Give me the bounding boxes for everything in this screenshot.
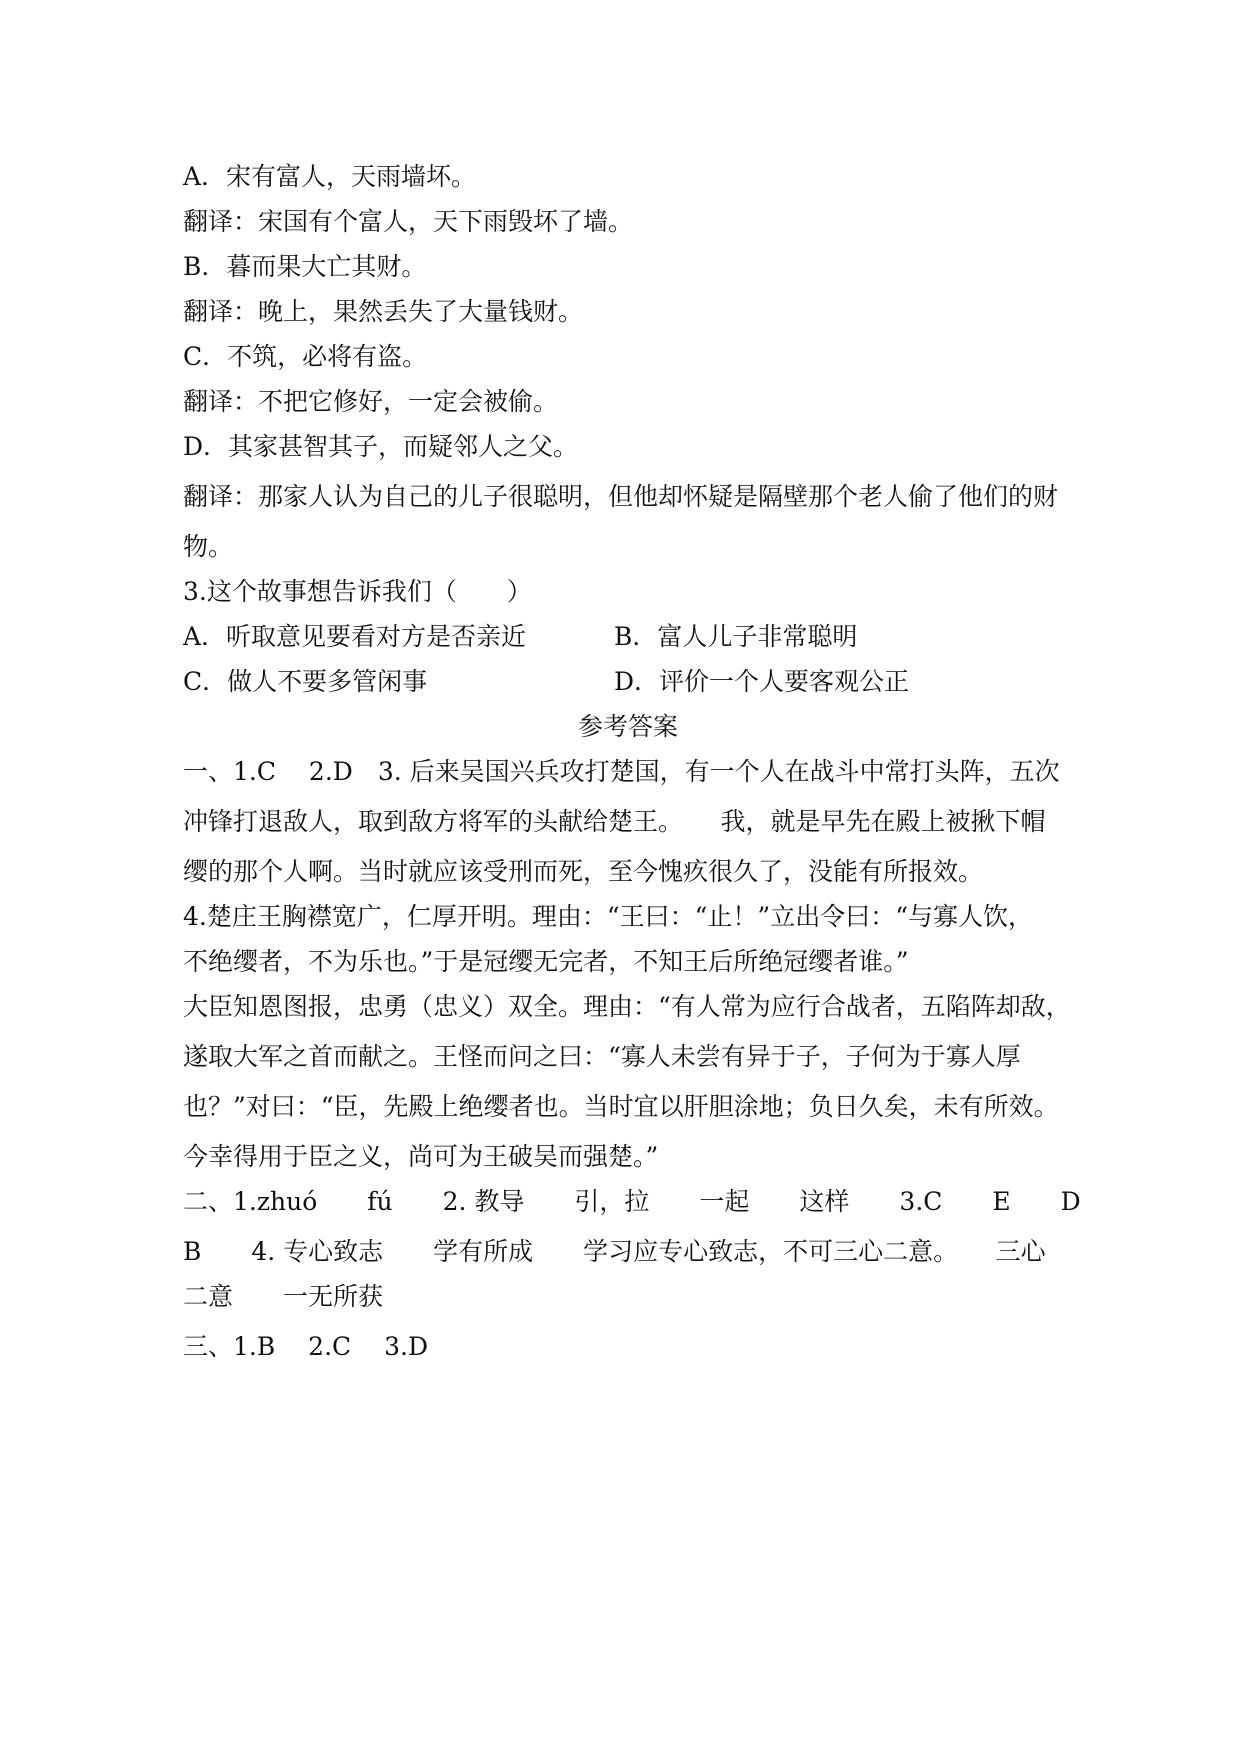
answers-section3-line1: 三、1.B 2.C 3.D [183, 1332, 428, 1361]
answers-section1-line8: 也？”对曰：“臣，先殿上绝缨者也。当时宜以肝胆涂地；负日久矣，未有所效。 [183, 1092, 1059, 1121]
q2-option-d-translation-line2: 物。 [183, 532, 234, 561]
q3-option-b: B．富人儿子非常聪明 [614, 622, 858, 651]
q2-option-a-sentence: A．宋有富人，天雨墙坏。 [183, 162, 477, 191]
answers-section1-line9: 今幸得用于臣之义，尚可为王破吴而强楚。” [183, 1142, 659, 1171]
answers-section2-line2: B 4. 专心致志 学有所成 学习应专心致志，不可三心二意。 三心 [183, 1237, 1046, 1266]
answers-section2-line3: 二意 一无所获 [183, 1282, 384, 1311]
answers-section1-line1: 一、1.C 2.D 3. 后来吴国兴兵攻打楚国，有一个人在战斗中常打头阵，五次 [183, 757, 1060, 786]
q2-option-d-translation-line1: 翻译：那家人认为自己的儿子很聪明，但他却怀疑是隔壁那个老人偷了他们的财 [183, 482, 1059, 511]
answers-section2-line1: 二、1.zhuó fú 2. 教导 引，拉 一起 这样 3.C E D [183, 1187, 1081, 1216]
q2-option-c-translation: 翻译：不把它修好，一定会被偷。 [183, 387, 559, 416]
q2-option-b-translation: 翻译：晚上，果然丢失了大量钱财。 [183, 297, 584, 326]
answers-section1-line7: 遂取大军之首而献之。王怪而问之曰：“寡人未尝有异于子，子何为于寡人厚 [183, 1042, 1021, 1071]
answers-section1-line5: 不绝缨者，不为乐也。”于是冠缨无完者，不知王后所绝冠缨者谁。” [183, 947, 909, 976]
q2-option-b-sentence: B．暮而果大亡其财。 [183, 252, 427, 281]
answers-title: 参考答案 [577, 712, 678, 741]
q2-option-d-sentence: D．其家甚智其子，而疑邻人之父。 [183, 432, 579, 461]
q3-option-c: C．做人不要多管闲事 [183, 667, 428, 696]
q2-option-a-translation: 翻译：宋国有个富人，天下雨毁坏了墙。 [183, 207, 634, 236]
q2-option-c-sentence: C．不筑，必将有盗。 [183, 342, 428, 371]
q3-question: 3.这个故事想告诉我们（ ） [183, 577, 532, 606]
answers-section1-line3: 缨的那个人啊。当时就应该受刑而死，至今愧疚很久了，没能有所报效。 [183, 857, 984, 886]
q3-option-d: D．评价一个人要客观公正 [614, 667, 910, 696]
q3-option-a: A．听取意见要看对方是否亲近 [183, 622, 527, 651]
answers-section1-line4: 4.楚庄王胸襟宽广，仁厚开明。理由：“王曰：“止！”立出令曰：“与寡人饮， [183, 902, 1033, 931]
answers-section1-line2: 冲锋打退敌人，取到敌方将军的头献给楚王。 我，就是早先在殿上被揪下帽 [183, 807, 1046, 836]
answers-section1-line6: 大臣知恩图报，忠勇（忠义）双全。理由：“有人常为应行合战者，五陷阵却敌， [183, 992, 1071, 1021]
